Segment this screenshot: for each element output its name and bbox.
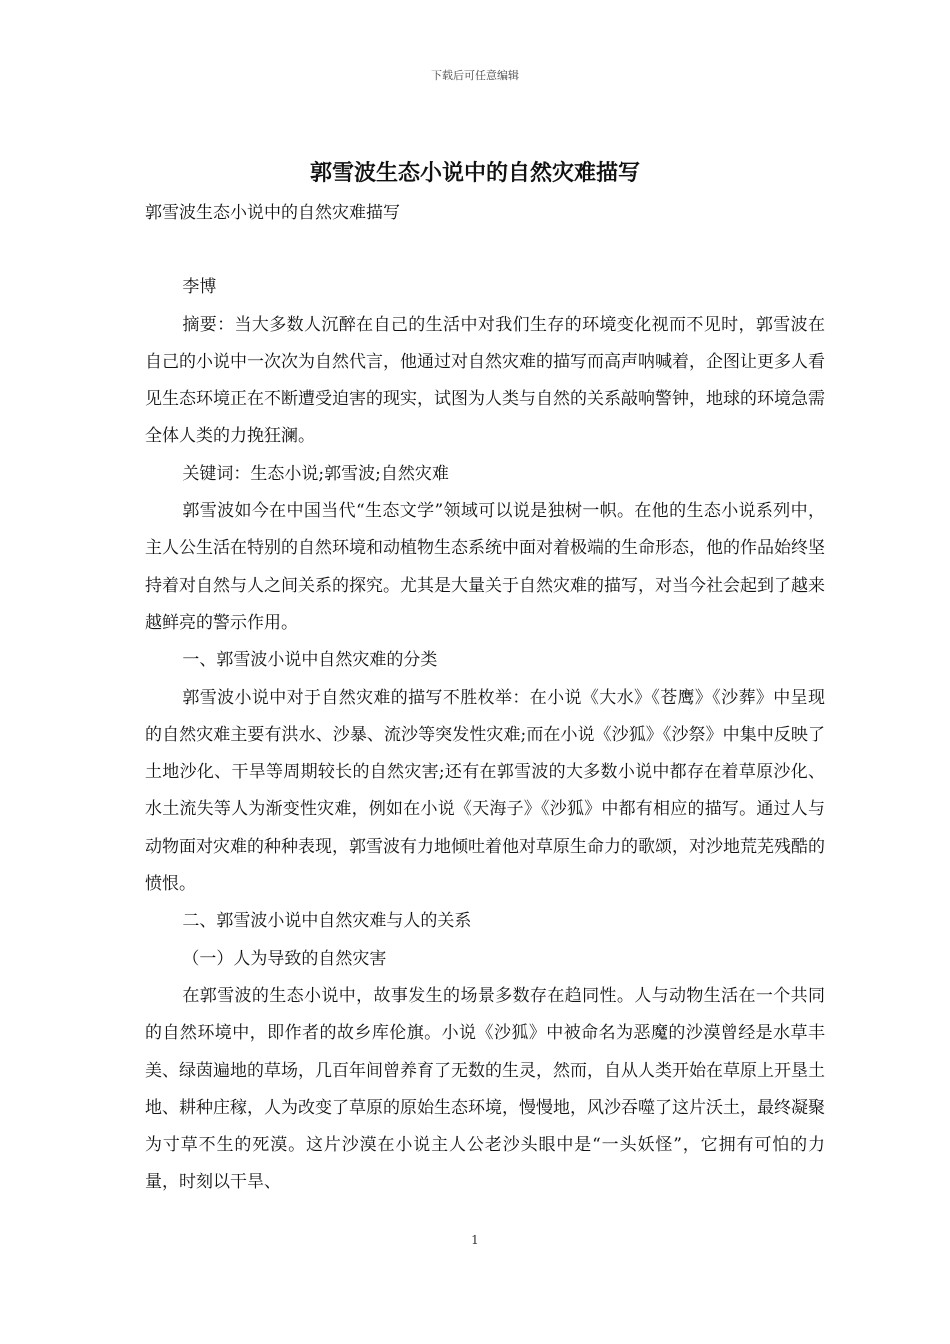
body-paragraph: 郭雪波小说中对于自然灾难的描写不胜枚举：在小说《大水》《苍鹰》《沙葬》中呈现的自然灾难主要有洪水、沙暴、流沙等突发性灾难;而在小说《沙狐》《沙祭》中集中反映了土地沙化、干旱等周期较长的自然灾害;还有在郭雪波的大多数小说中都存在着草原沙化、水土流失等人为渐变性灾难，例如在小说《天海子》《沙狐》中都有相应的描写。通过人与动物面对灾难的种种表现，郭雪波有力地倾吐着他对草原生命力的歌颂，对沙地荒芜残酷的愤恨。: [145, 687, 825, 895]
page-header: 下载后可任意编辑: [431, 69, 519, 82]
blank-line: [145, 232, 825, 269]
document-body: [145, 195, 825, 1202]
section-heading: 一、郭雪波小说中自然灾难的分类: [182, 650, 438, 671]
abstract-paragraph: 摘要：当大多数人沉醉在自己的生活中对我们生存的环境变化视而不见时，郭雪波在自己的小说中一次次为自然代言，他通过对自然灾难的描写而高声呐喊着，企图让更多人看见生态环境正在不断遭受迫害的现实，试图为人类与自然的关系敲响警钟，地球的环境急需全体人类的力挽狂澜。: [145, 314, 825, 447]
subtitle: 郭雪波生态小说中的自然灾难描写: [145, 203, 400, 223]
body-paragraph: 郭雪波如今在中国当代“生态文学”领域可以说是独树一帜。在他的生态小说系列中，主人公生活在特别的自然环境和动植物生态系统中面对着极端的生命形态，他的作品始终坚持着对自然与人之间关系的探究。尤其是大量关于自然灾难的描写，对当今社会起到了越来越鲜亮的警示作用。: [145, 501, 825, 633]
body-paragraph: 在郭雪波的生态小说中，故事发生的场景多数存在趋同性。人与动物生活在一个共同的自然环境中，即作者的故乡库伦旗。小说《沙狐》中被命名为恶魔的沙漠曾经是水草丰美、绿茵遍地的草场，几百年间曾养育了无数的生灵，然而，自从人类开始在草原上开垦土地、耕种庄稼，人为改变了草原的原始生态环境，慢慢地，风沙吞噬了这片沃土，最终凝聚为寸草不生的死漠。这片沙漠在小说主人公老沙头眼中是“一头妖怪”，它拥有可怕的力量，时刻以干旱、: [145, 985, 825, 1193]
page-number: 1: [471, 1233, 479, 1247]
section-heading: 二、郭雪波小说中自然灾难与人的关系: [182, 911, 472, 932]
subsection-heading: （一）人为导致的自然灾害: [182, 948, 387, 969]
page-title: 郭雪波生态小说中的自然灾难描写: [309, 160, 640, 186]
keywords-line: 关键词：生态小说;郭雪波;自然灾难: [182, 463, 449, 484]
author-name: 李博: [182, 277, 217, 298]
